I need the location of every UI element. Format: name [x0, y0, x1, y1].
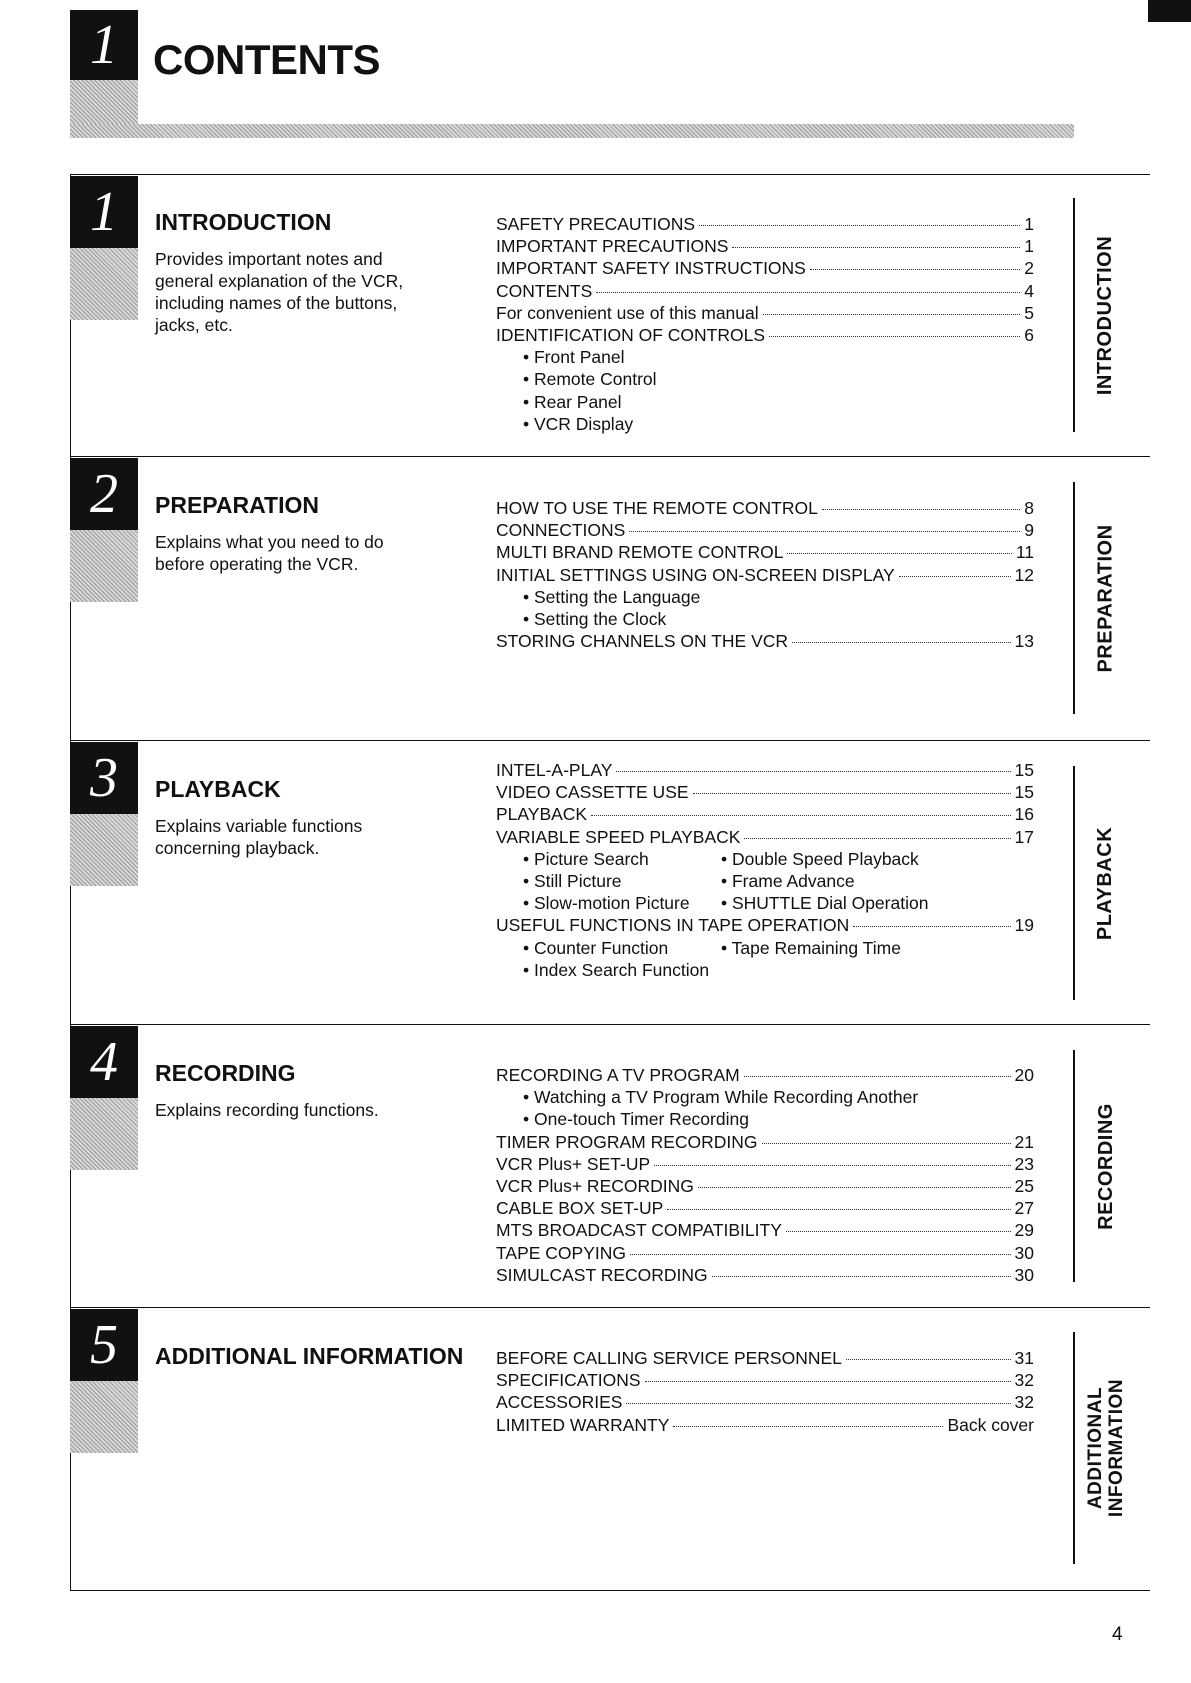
side-tab-rule — [1073, 482, 1075, 714]
section-number-box — [70, 742, 138, 814]
section-divider — [70, 1307, 1150, 1308]
section-number-box — [70, 458, 138, 530]
toc-entry[interactable]: MTS BROADCAST COMPATIBILITY 29 — [496, 1220, 1034, 1241]
toc-entry[interactable]: TAPE COPYING 30 — [496, 1242, 1034, 1263]
header-rule — [70, 124, 1074, 138]
toc-entry[interactable]: HOW TO USE THE REMOTE CONTROL 8 — [496, 498, 1034, 518]
toc-subitem: • Front Panel — [523, 347, 625, 368]
toc-subitem: • Still Picture • Frame Advance — [523, 870, 855, 891]
toc-entry[interactable]: INTEL-A-PLAY 15 — [496, 760, 1034, 780]
toc-entry[interactable]: IMPORTANT SAFETY INSTRUCTIONS 2 — [496, 258, 1034, 279]
section-shade-box — [70, 1381, 138, 1453]
section-divider — [70, 174, 1150, 175]
toc-subitem: • Picture Search • Double Speed Playback — [523, 848, 919, 869]
toc-entry[interactable]: STORING CHANNELS ON THE VCR 13 — [496, 631, 1034, 652]
toc-entry[interactable]: PLAYBACK 16 — [496, 804, 1034, 825]
section-title: RECORDING — [155, 1060, 296, 1086]
section-title: INTRODUCTION — [155, 209, 332, 235]
section-number-box — [70, 176, 138, 248]
corner-mark — [1148, 0, 1191, 22]
section-description: Explains recording functions. — [155, 1100, 379, 1120]
side-tab-label: PLAYBACK — [1094, 826, 1117, 940]
toc-subitem: • Remote Control — [523, 369, 657, 390]
toc-subitem: • Slow-motion Picture • SHUTTLE Dial Operation — [523, 893, 929, 914]
side-tab-rule — [1073, 766, 1075, 1000]
section-title: ADDITIONAL INFORMATION — [155, 1343, 464, 1369]
section-shade-box — [70, 814, 138, 886]
side-tab-rule — [1073, 198, 1075, 432]
toc-list — [496, 1348, 1034, 1437]
section-title: PLAYBACK — [155, 776, 281, 802]
toc-entry[interactable]: IDENTIFICATION OF CONTROLS 6 — [496, 324, 1034, 345]
page-number: 4 — [1112, 1624, 1123, 1645]
section-title: PREPARATION — [155, 492, 319, 518]
toc-list — [496, 214, 1034, 436]
side-tab-rule — [1073, 1050, 1075, 1282]
toc-subitem: • Rear Panel — [523, 391, 622, 412]
toc-entry[interactable]: SAFETY PRECAUTIONS 1 — [496, 214, 1034, 234]
toc-entry[interactable]: LIMITED WARRANTY Back cover — [496, 1414, 1034, 1435]
toc-entry[interactable]: For convenient use of this manual 5 — [496, 302, 1034, 323]
section-number: 5 — [90, 1314, 118, 1376]
section-number: 1 — [90, 181, 118, 243]
toc-entry[interactable]: VCR Plus+ RECORDING 25 — [496, 1175, 1034, 1196]
section-number: 2 — [90, 463, 118, 525]
toc-list — [496, 760, 1034, 982]
toc-entry[interactable]: RECORDING A TV PROGRAM 20 — [496, 1065, 1034, 1085]
toc-entry[interactable]: TIMER PROGRAM RECORDING 21 — [496, 1131, 1034, 1152]
section-number-box — [70, 1309, 138, 1381]
section-divider — [70, 740, 1150, 741]
section-shade-box — [70, 1098, 138, 1170]
section-number-box — [70, 1026, 138, 1098]
toc-subitem: • Setting the Language — [523, 586, 701, 607]
toc-entry[interactable]: IMPORTANT PRECAUTIONS 1 — [496, 236, 1034, 257]
side-tab-label: RECORDING — [1094, 1102, 1117, 1230]
section-description: Provides important notes and general explanation of the VCR, including names of the buttons, jacks, etc. — [155, 249, 404, 335]
toc-entry[interactable]: SIMULCAST RECORDING 30 — [496, 1264, 1034, 1285]
toc-entry[interactable]: SPECIFICATIONS 32 — [496, 1370, 1034, 1391]
section-number: 3 — [90, 747, 118, 809]
toc-entry[interactable]: USEFUL FUNCTIONS IN TAPE OPERATION 19 — [496, 915, 1034, 936]
frame-bottom-rule — [70, 1590, 1150, 1591]
side-tab-label: ADDITIONAL INFORMATION — [1085, 1378, 1128, 1518]
toc-entry[interactable]: ACCESSORIES 32 — [496, 1392, 1034, 1413]
section-shade-box — [70, 248, 138, 320]
side-tab-label: PREPARATION — [1094, 523, 1117, 673]
chapter-number: 1 — [90, 14, 118, 76]
page-title: CONTENTS — [153, 36, 380, 83]
chapter-number-box — [70, 10, 138, 80]
side-tab-rule — [1073, 1332, 1075, 1564]
toc-entry[interactable]: MULTI BRAND REMOTE CONTROL 11 — [496, 542, 1034, 563]
section-divider — [70, 456, 1150, 457]
toc-entry[interactable]: CONNECTIONS 9 — [496, 520, 1034, 541]
section-shade-box — [70, 530, 138, 602]
chapter-shade-box — [70, 80, 138, 124]
toc-entry[interactable]: CABLE BOX SET-UP 27 — [496, 1198, 1034, 1219]
toc-entry[interactable]: VIDEO CASSETTE USE 15 — [496, 782, 1034, 803]
section-description: Explains what you need to do before operating the VCR. — [155, 532, 384, 574]
section-number: 4 — [90, 1031, 118, 1093]
toc-subitem: • Setting the Clock — [523, 608, 667, 629]
section-divider — [70, 1024, 1150, 1025]
toc-subitem: • Counter Function • Tape Remaining Time — [523, 937, 901, 958]
toc-subitem: • Index Search Function — [523, 959, 710, 980]
toc-entry[interactable]: INITIAL SETTINGS USING ON-SCREEN DISPLAY 12 — [496, 564, 1034, 585]
toc-entry[interactable]: CONTENTS 4 — [496, 280, 1034, 301]
section-description: Explains variable functions concerning playback. — [155, 816, 363, 858]
toc-entry[interactable]: VCR Plus+ SET-UP 23 — [496, 1153, 1034, 1174]
toc-list — [496, 498, 1034, 653]
toc-entry[interactable]: VARIABLE SPEED PLAYBACK 17 — [496, 826, 1034, 847]
side-tab-label: INTRODUCTION — [1094, 235, 1117, 395]
toc-subitem: • VCR Display — [523, 413, 634, 434]
toc-subitem: • Watching a TV Program While Recording Another — [523, 1087, 919, 1108]
toc-entry[interactable]: BEFORE CALLING SERVICE PERSONNEL 31 — [496, 1348, 1034, 1368]
toc-subitem: • One-touch Timer Recording — [523, 1109, 749, 1130]
toc-list — [496, 1065, 1034, 1287]
